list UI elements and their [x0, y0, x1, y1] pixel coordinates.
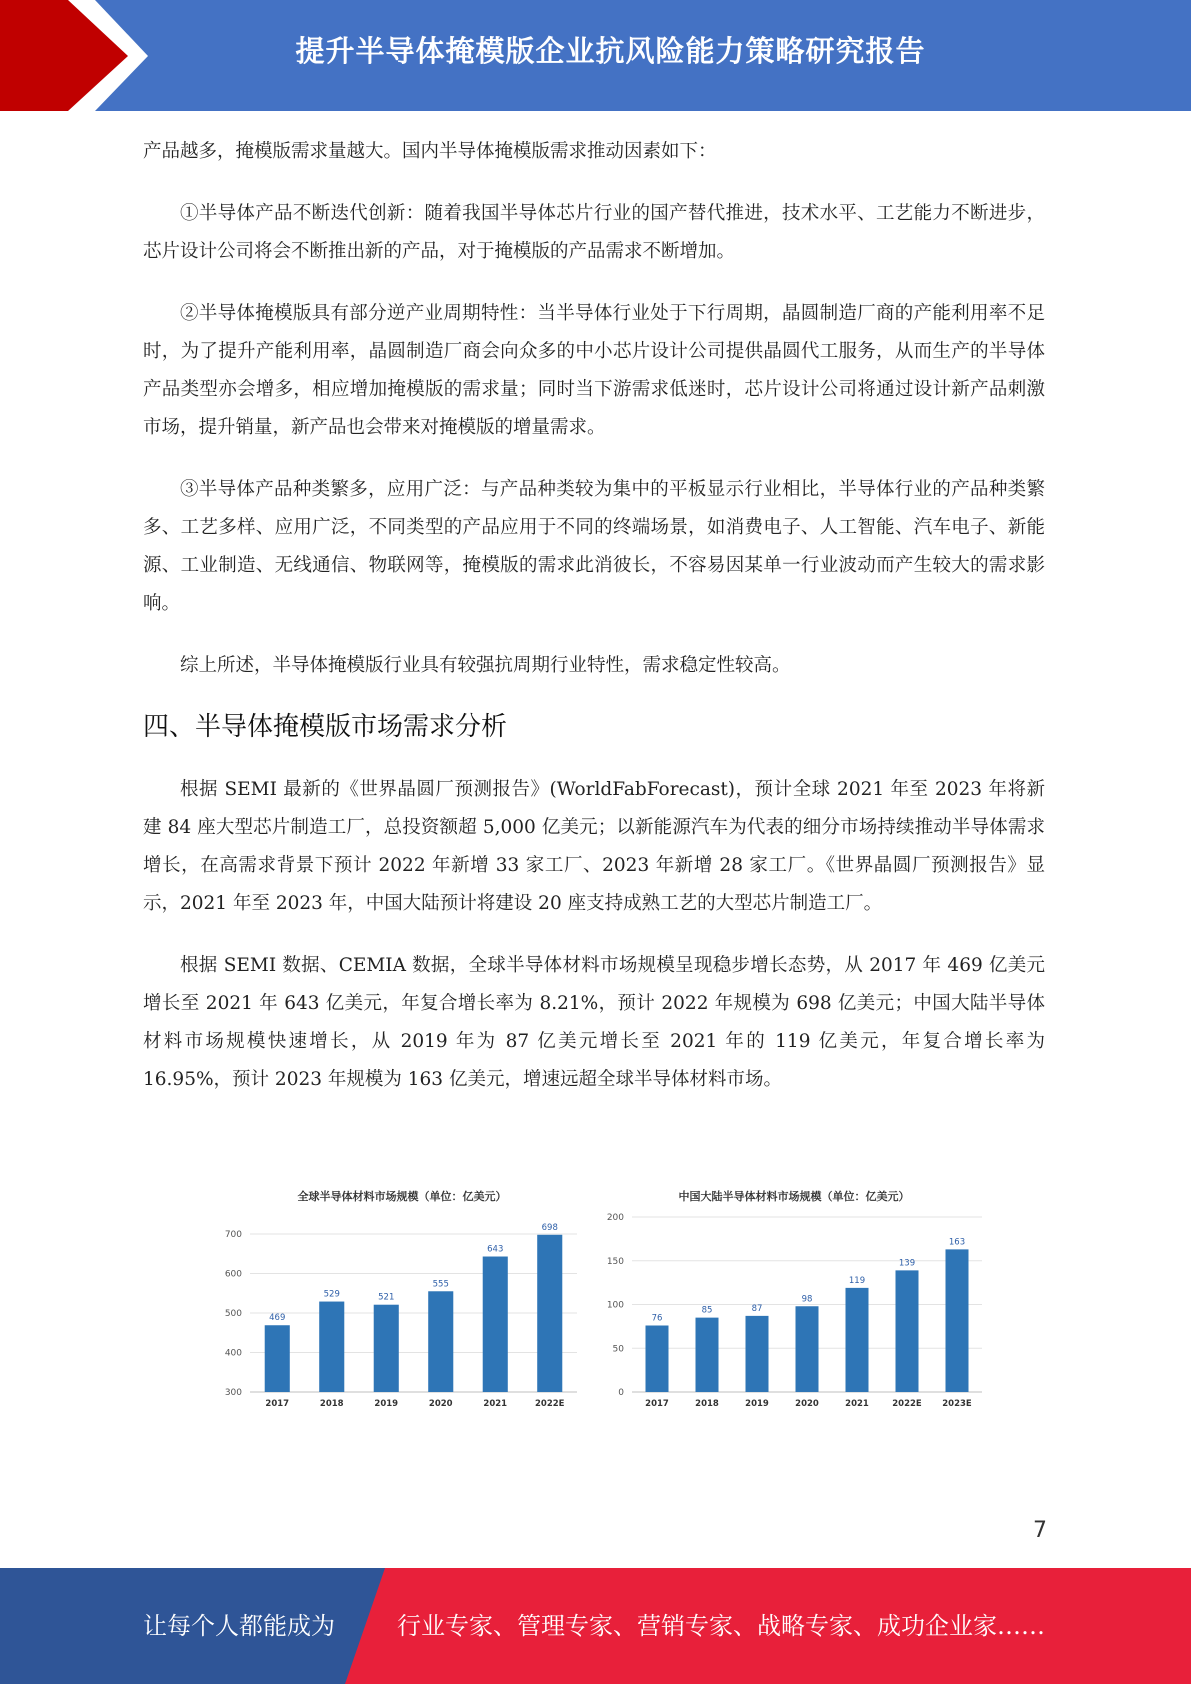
- paragraph-fab-forecast: 根据 SEMI 最新的《世界晶圆厂预测报告》(WorldFabForecast)，预计全球 2021 年至 2023 年将新建 84 座大型芯片制造工厂，总投资额超 5,000 亿美元；以新能源汽车为代表的细分市场持续推动半导体需求增长，在高需求背景下预计 2022 年新增 33 家工厂、2023 年新增 28 家工厂。《世界晶圆厂预测报告》显示，2021 年至 2023 年，中国大陆预计将建设 20 座支持成熟工艺的大型芯片制造工厂。: [143, 779, 1045, 914]
- paragraph-summary: 综上所述，半导体掩模版行业具有较强抗周期行业特性，需求稳定性较高。: [180, 655, 791, 676]
- y-tick-label: 100: [606, 1300, 624, 1311]
- x-tick-label: 2020: [795, 1399, 819, 1409]
- data-label: 698: [541, 1222, 558, 1233]
- data-label: 643: [487, 1244, 504, 1255]
- y-tick-label: 500: [224, 1309, 242, 1319]
- bar: [946, 1249, 969, 1392]
- bar: [746, 1316, 769, 1392]
- chart-china-materials-plot: [596, 1182, 992, 1422]
- x-tick-label: 2021: [845, 1399, 869, 1409]
- data-label: 119: [848, 1275, 866, 1286]
- header-title: 提升半导体掩模版企业抗风险能力策略研究报告: [295, 34, 926, 68]
- data-label: 163: [948, 1237, 966, 1248]
- data-label: 521: [378, 1292, 395, 1303]
- x-tick-label: 2018: [695, 1399, 719, 1409]
- data-label: 555: [432, 1279, 449, 1290]
- chart-china-materials: [596, 1182, 992, 1422]
- chart-global-materials: [212, 1182, 592, 1422]
- bar: [265, 1325, 290, 1392]
- data-label: 529: [323, 1289, 340, 1300]
- bar: [646, 1326, 669, 1393]
- charts-figure: [212, 1182, 992, 1422]
- paragraph-material-market: 根据 SEMI 数据、CEMIA 数据，全球半导体材料市场规模呈现稳步增长态势，从 2017 年 469 亿美元增长至 2021 年 643 亿美元，年复合增长率为 8.21%，预计 2022 年规模为 698 亿美元；中国大陆半导体材料市场规模快速增长，从 2019 年为 87 亿美元增长至 2021 年的 119 亿美元，年复合增长率为 16.95%，预计 2023 年规模为 163 亿美元，增速远超全球半导体材料市场。: [143, 955, 1045, 1090]
- paragraph-intro: 产品越多，掩模版需求量越大。国内半导体掩模版需求推动因素如下：: [143, 141, 717, 162]
- paragraph-factor-1: ①半导体产品不断迭代创新：随着我国半导体芯片行业的国产替代推进，技术水平、工艺能力不断进步，芯片设计公司将会不断推出新的产品，对于掩模版的产品需求不断增加。: [143, 203, 1045, 262]
- footer-slogan-right: 行业专家、管理专家、营销专家、战略专家、成功企业家……: [397, 1612, 1045, 1640]
- document-body: [143, 133, 1045, 1123]
- bar: [696, 1318, 719, 1392]
- paragraph-factor-3: ③半导体产品种类繁多，应用广泛：与产品种类较为集中的平板显示行业相比，半导体行业的产品种类繁多、工艺多样、应用广泛，不同类型的产品应用于不同的终端场景，如消费电子、人工智能、汽车电子、新能源、工业制造、无线通信、物联网等，掩模版的需求此消彼长，不容易因某单一行业波动而产生较大的需求影响。: [143, 479, 1045, 614]
- y-tick-label: 300: [224, 1388, 242, 1398]
- data-label: 98: [801, 1294, 813, 1305]
- page-header: [0, 0, 1191, 111]
- y-tick-label: 0: [618, 1388, 624, 1398]
- data-label: 139: [898, 1258, 916, 1269]
- x-tick-label: 2018: [319, 1399, 344, 1409]
- bar: [796, 1306, 819, 1392]
- bar: [428, 1291, 453, 1392]
- page-footer: [0, 1568, 1191, 1684]
- data-label: 469: [269, 1313, 286, 1324]
- bar: [374, 1305, 399, 1392]
- y-tick-label: 150: [606, 1256, 624, 1267]
- y-tick-label: 400: [224, 1348, 242, 1359]
- data-label: 87: [751, 1303, 763, 1314]
- y-tick-label: 200: [606, 1213, 624, 1223]
- section-heading: 四、半导体掩模版市场需求分析: [143, 712, 508, 742]
- data-label: 76: [651, 1313, 663, 1324]
- x-tick-label: 2023E: [942, 1399, 972, 1409]
- y-tick-label: 600: [224, 1269, 242, 1280]
- x-tick-label: 2022E: [535, 1399, 565, 1409]
- x-tick-label: 2020: [428, 1399, 453, 1409]
- bar: [483, 1257, 508, 1392]
- y-tick-label: 50: [612, 1344, 624, 1355]
- chart-title: 全球半导体材料市场规模（单位：亿美元）: [297, 1190, 507, 1203]
- data-label: 85: [701, 1305, 713, 1316]
- footer-slogan-left: 让每个人都能成为: [143, 1612, 335, 1640]
- x-tick-label: 2017: [265, 1399, 290, 1409]
- paragraph-factor-2: ②半导体掩模版具有部分逆产业周期特性：当半导体行业处于下行周期，晶圆制造厂商的产能利用率不足时，为了提升产能利用率，晶圆制造厂商会向众多的中小芯片设计公司提供晶圆代工服务，从而生产的半导体产品类型亦会增多，相应增加掩模版的需求量；同时当下游需求低迷时，芯片设计公司将通过设计新产品刺激市场，提升销量，新产品也会带来对掩模版的增量需求。: [143, 303, 1045, 438]
- bar: [896, 1270, 919, 1392]
- page-number: 7: [1033, 1518, 1047, 1543]
- x-tick-label: 2019: [745, 1399, 769, 1409]
- chart-title: 中国大陆半导体材料市场规模（单位：亿美元）: [678, 1190, 910, 1203]
- bar: [537, 1235, 562, 1392]
- y-tick-label: 700: [224, 1230, 242, 1240]
- x-tick-label: 2021: [483, 1399, 508, 1409]
- chart-global-materials-plot: [212, 1182, 592, 1422]
- bar: [846, 1288, 869, 1392]
- x-tick-label: 2019: [374, 1399, 399, 1409]
- bar: [319, 1302, 344, 1392]
- x-tick-label: 2022E: [892, 1399, 922, 1409]
- x-tick-label: 2017: [645, 1399, 669, 1409]
